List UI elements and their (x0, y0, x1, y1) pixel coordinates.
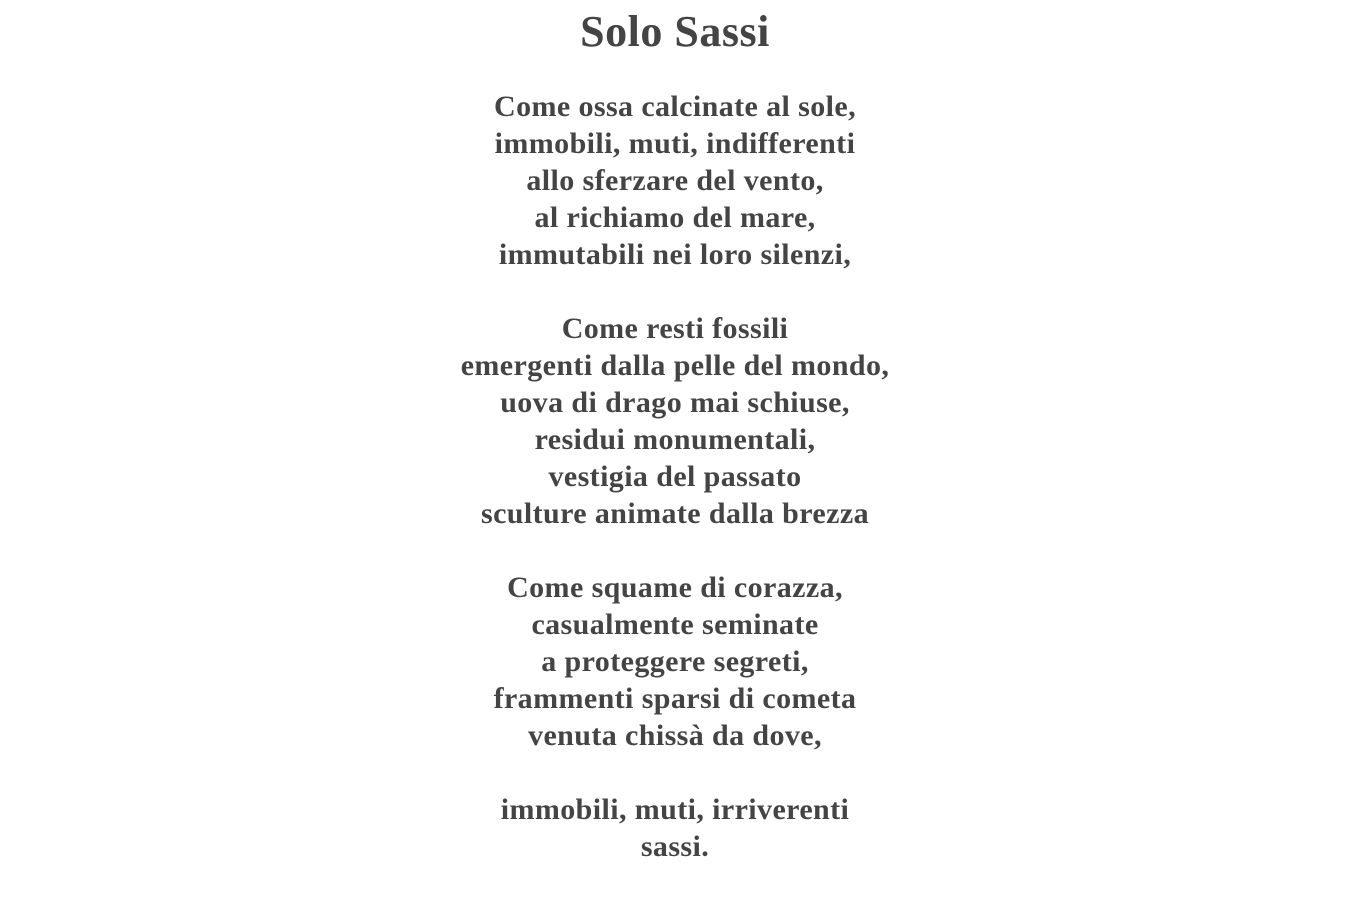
verse-line: Come resti fossili (561, 312, 789, 345)
verse-line: sassi. (640, 830, 710, 863)
verse-line: allo sferzare del vento, (526, 164, 824, 197)
verse-line: immobili, muti, indifferenti (494, 127, 856, 160)
poem-body (0, 88, 1350, 865)
stanza-break (0, 273, 1350, 310)
stanza-break (0, 532, 1350, 569)
verse-line: al richiamo del mare, (534, 201, 816, 234)
verse-line: immobili, muti, irriverenti (500, 793, 850, 826)
verse-line: casualmente seminate (531, 608, 819, 641)
verse-line: venuta chissà da dove, (528, 719, 822, 752)
verse-line: uova di drago mai schiuse, (500, 386, 850, 419)
poem-title: Solo Sassi (580, 7, 770, 56)
verse-line: a proteggere segreti, (541, 645, 809, 678)
verse-line: emergenti dalla pelle del mondo, (460, 349, 890, 382)
stanza-break (0, 754, 1350, 791)
verse-line: Come ossa calcinate al sole, (494, 90, 856, 123)
verse-line: immutabili nei loro silenzi, (498, 238, 852, 271)
verse-line: frammenti sparsi di cometa (493, 682, 857, 715)
verse-line: vestigia del passato (548, 460, 802, 493)
verse-line: Come squame di corazza, (507, 571, 843, 604)
verse-line: sculture animate dalla brezza (481, 497, 869, 530)
verse-line: residui monumentali, (534, 423, 816, 456)
